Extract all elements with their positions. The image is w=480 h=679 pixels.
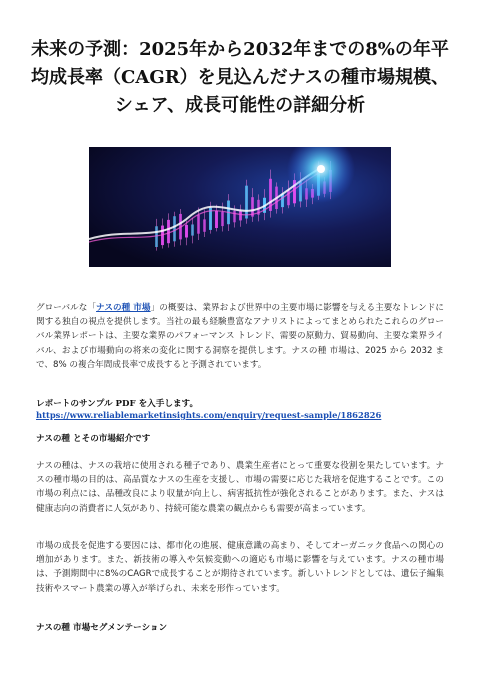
sample-label: レポートのサンプル PDF を入手します。 — [36, 399, 199, 409]
page-title: 未来の予測：2025年から2032年までの8%の年平均成長率（CAGR）を見込んだナスの種市場規模、シェア、成長可能性の詳細分析 — [31, 39, 449, 116]
candle-body — [221, 212, 224, 226]
candle-body — [203, 219, 206, 231]
hero-candlestick-image — [89, 147, 391, 267]
candle-body — [155, 226, 158, 247]
candle-body — [191, 224, 194, 235]
candle-body — [167, 220, 170, 243]
section-heading-segmentation: ナスの種 市場セグメンテーション — [36, 623, 168, 633]
candle-body — [173, 216, 176, 241]
candle-body — [197, 215, 200, 234]
candle-body — [245, 186, 248, 219]
sample-url-link[interactable]: https://www.reliablemarketinsights.com/enquiry/request-sample/1862826 — [36, 410, 382, 420]
candle-body — [215, 211, 218, 228]
candle-body — [233, 211, 236, 223]
market-link[interactable]: ナスの種 市場 — [96, 303, 151, 313]
section-intro-paragraph-1: ナスの種は、ナスの栽培に使用される種子であり、農業生産者にとって重要な役割を果たしています。ナスの種市場の目的は、高品質なナスの生産を支援し、市場の需要に応じた栽培を促進することです。この市場の利点には、品種改良により収量が向上し、病害抵抗性が強化されることがあります。また、ナスは健康志向の消費者に人気があり、持続可能な農業の観点からも需要が高まっています。 — [36, 461, 444, 514]
candle-body — [239, 211, 242, 220]
section-heading-intro: ナスの種 とその市場紹介です — [36, 434, 151, 444]
intro-paragraph: グローバルな「ナスの種 市場」の概要は、業界および世界中の主要市場に影響を与える主要なトレンドに関する独自の視点を提供します。当社の最も経験豊富なアナリストによってまとめられたこれらのグローバル業界レポートは、主要な業界のパフォーマンス トレンド、需要の原動力、貿易動向、主要な業界ライバル、および市場動向の将来の変化に関する洞察を提供します。ナスの種 市場は、2025 から 2032 まで、8% の複合年間成長率で成長すると予測されています。 — [36, 303, 445, 370]
section-intro-paragraph-2: 市場の成長を促進する要因には、都市化の進展、健康意識の高まり、そしてオーガニック食品への関心の増加があります。また、新技術の導入や気候変動への適応も市場に影響を与えています。ナスの種市場は、予測期間中に8%のCAGRで成長することが期待されています。新しいトレンドとしては、遺伝子編集技術やスマート農業の導入が挙げられ、未来を形作っています。 — [36, 541, 444, 594]
candle-body — [185, 225, 188, 238]
